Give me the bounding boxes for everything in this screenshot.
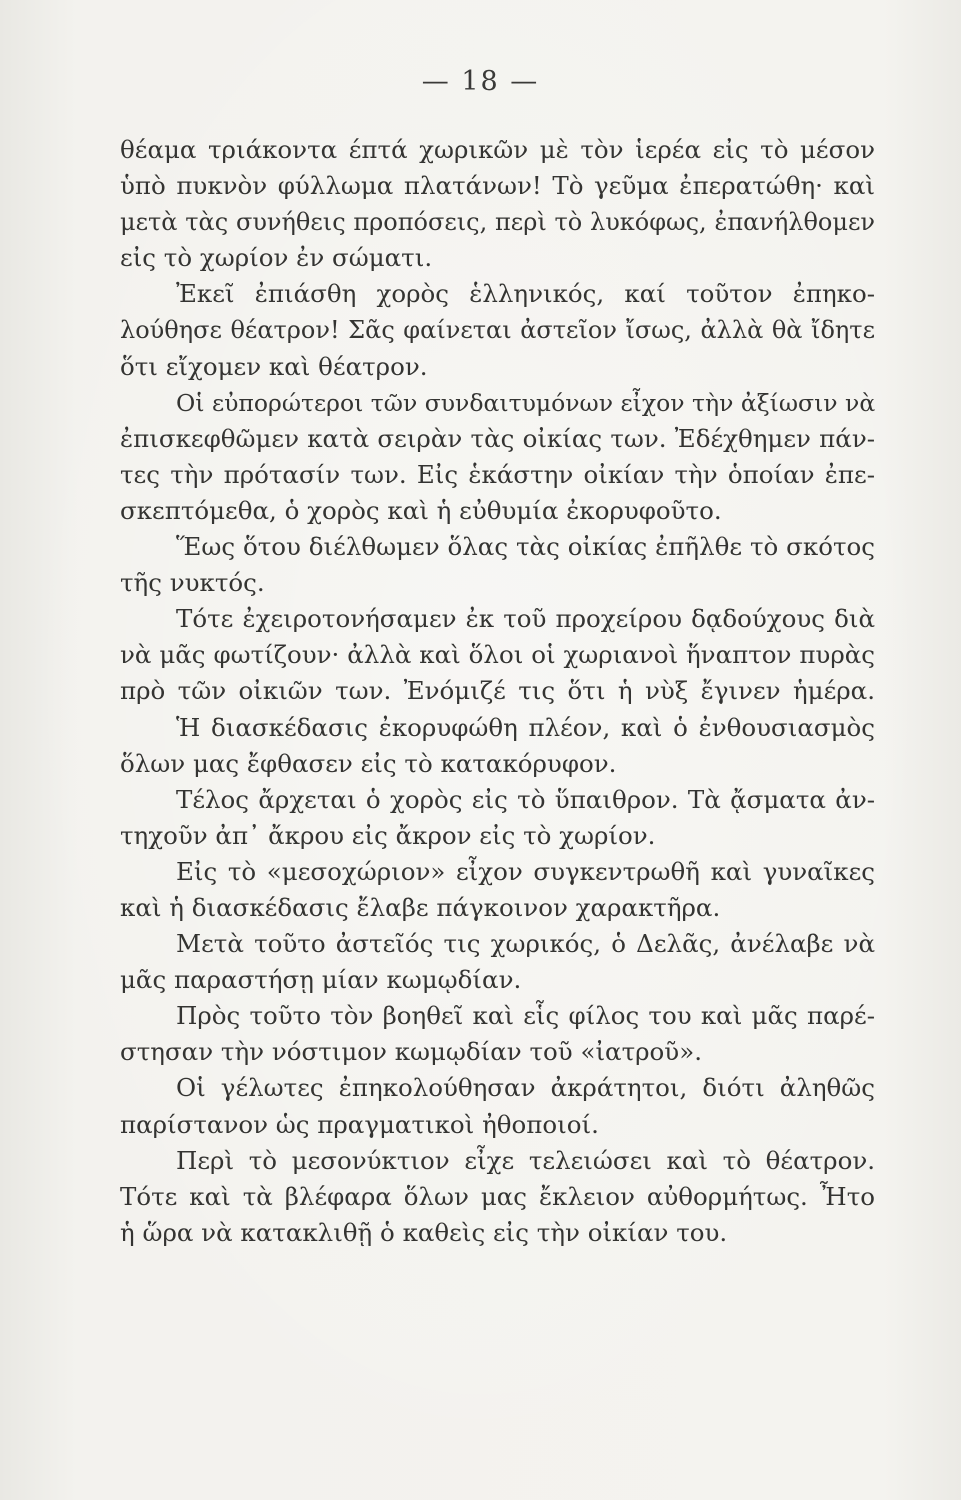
text-line: ὅλων μας ἔφθασεν εἰς τὸ κατακόρυφον. [120, 748, 617, 778]
text-line: ὅτι εἴχομεν καὶ θέατρον. [120, 351, 428, 381]
text-line: τηχοῦν ἀπ᾽ ἄκρου εἰς ἄκρον εἰς τὸ χωρίον. [120, 820, 656, 850]
text-line: καὶ ἡ διασκέδασις ἔλαβε πάγκοινον χαρακτῆρα. [120, 892, 721, 922]
text-line: Τέλος ἄρχεται ὁ χορὸς εἰς τὸ ὕπαιθρον. Τὰ ᾄσματα ἀν- [176, 784, 875, 814]
page-number: — 18 — [421, 66, 540, 97]
text-line: μετὰ τὰς συνήθεις προπόσεις, περὶ τὸ λυκόφως, ἐπανήλθομεν [120, 208, 875, 237]
text-line: Ἡ διασκέδασις ἐκορυφώθη πλέον, καὶ ὁ ἐνθουσιασμὸς [176, 712, 875, 742]
text-line: θέαμα τριάκοντα έπτά χωρικῶν μὲ τὸν ἱερέα εἰς τὸ μέσον [120, 135, 875, 164]
text-line: νὰ μᾶς φωτίζουν· ἀλλὰ καὶ ὅλοι οἱ χωριανοὶ ἥναπτον πυρὰς [120, 640, 875, 670]
text-line: τες τὴν πρότασίν των. Εἰς ἑκάστην οἰκίαν τὴν ὁποίαν ἐπε- [120, 459, 875, 489]
text-line: ὑπὸ πυκνὸν φύλλωμα πλατάνων! Τὸ γεῦμα ἐπερατώθη· καὶ [120, 171, 875, 201]
text-line: τῆς νυκτός. [120, 568, 265, 598]
text-line: Εἰς τὸ «μεσοχώριον» εἶχον συγκεντρωθῆ καὶ γυναῖκες [176, 856, 875, 886]
text-line: Περὶ τὸ μεσονύκτιον εἶχε τελειώσει καὶ τὸ θέατρον. [176, 1145, 875, 1175]
text-line: λούθησε θέατρον! Σᾶς φαίνεται ἀστεῖον ἴσως, ἀλλὰ θὰ ἴδητε [120, 316, 875, 345]
text-line: Πρὸς τοῦτο τὸν βοηθεῖ καὶ εἷς φίλος του καὶ μᾶς παρέ- [176, 1001, 875, 1031]
text-line: Ἕως ὅτου διέλθωμεν ὅλας τὰς οἰκίας ἐπῆλθε τὸ σκότος [176, 532, 875, 562]
text-line: ἐπισκεφθῶμεν κατὰ σειρὰν τὰς οἰκίας των. Ἐδέχθημεν πάν- [120, 423, 875, 453]
text-line: Τότε καὶ τὰ βλέφαρα ὅλων μας ἔκλειον αὐθορμήτως. Ἦτο [120, 1181, 875, 1211]
text-line: παρίστανον ὡς πραγματικοὶ ἠθοποιοί. [120, 1109, 599, 1139]
text-line: μᾶς παραστήσῃ μίαν κωμῳδίαν. [120, 965, 522, 995]
text-line: πρὸ τῶν οἰκιῶν των. Ἐνόμιζέ τις ὅτι ἡ νὺξ ἔγινεν ἡμέρα. [120, 676, 875, 706]
text-line: εἰς τὸ χωρίον ἐν σώματι. [120, 243, 433, 273]
body-text [120, 132, 875, 1251]
text-line: Τότε ἐχειροτονήσαμεν ἐκ τοῦ προχείρου δᾳδούχους διὰ [176, 604, 875, 634]
text-line: Ἐκεῖ ἐπιάσθη χορὸς ἑλληνικός, καί τοῦτον ἐπηκο- [176, 279, 875, 309]
text-line: σκεπτόμεθα, ὁ χορὸς καὶ ἡ εὐθυμία ἐκορυφοῦτο. [120, 495, 722, 525]
text-line: Μετὰ τοῦτο ἀστεῖός τις χωρικός, ὁ Δελᾶς, ἀνέλαβε νὰ [176, 929, 875, 959]
text-line: ἡ ὥρα νὰ κατακλιθῇ ὁ καθεὶς εἰς τὴν οἰκίαν του. [120, 1217, 728, 1247]
text-line: Οἱ γέλωτες ἐπηκολούθησαν ἀκράτητοι, διότι ἀληθῶς [176, 1073, 875, 1103]
text-line: Οἱ εὐπορώτεροι τῶν συνδαιτυμόνων εἶχον τὴν ἀξίωσιν νὰ [176, 388, 876, 417]
text-line: στησαν τὴν νόστιμον κωμῳδίαν τοῦ «ἰατροῦ». [120, 1037, 702, 1067]
